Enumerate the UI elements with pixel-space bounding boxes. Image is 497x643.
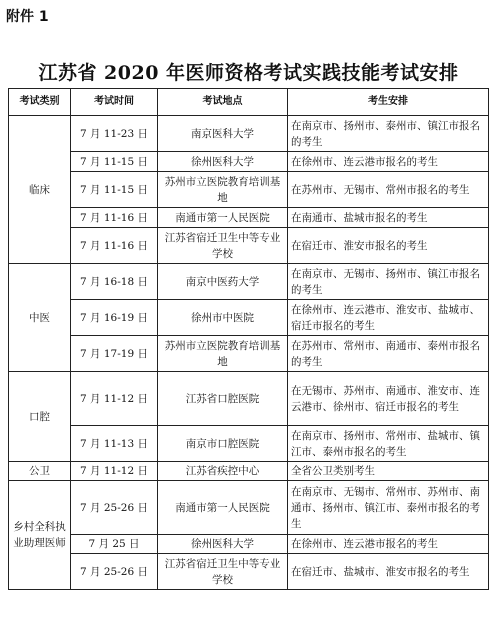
place-cell: 徐州医科大学 [158, 535, 288, 554]
place-cell: 徐州医科大学 [158, 152, 288, 172]
arrangement-cell: 在徐州市、连云港市报名的考生 [288, 152, 489, 172]
arrangement-cell: 在无锡市、苏州市、南通市、淮安市、连云港市、徐州市、宿迁市报名的考生 [288, 372, 489, 426]
place-cell: 徐州市中医院 [158, 300, 288, 336]
time-cell: 7 月 11-12 日 [71, 462, 158, 481]
header-time: 考试时间 [71, 89, 158, 116]
arrangement-cell: 全省公卫类别考生 [288, 462, 489, 481]
table-row [9, 462, 489, 481]
time-cell: 7 月 25-26 日 [71, 554, 158, 590]
exam-schedule-table [8, 88, 489, 590]
time-cell: 7 月 16-18 日 [71, 264, 158, 300]
place-cell: 南通市第一人民医院 [158, 208, 288, 228]
header-category: 考试类别 [9, 89, 71, 116]
table-row [9, 116, 489, 152]
arrangement-cell: 在宿迁市、淮安市报名的考生 [288, 228, 489, 264]
place-cell: 江苏省宿迁卫生中等专业学校 [158, 554, 288, 590]
table-row [9, 228, 489, 264]
table-row [9, 208, 489, 228]
time-cell: 7 月 11-12 日 [71, 372, 158, 426]
category-cell: 中医 [9, 264, 71, 372]
time-cell: 7 月 11-16 日 [71, 208, 158, 228]
table-row [9, 264, 489, 300]
table-row [9, 426, 489, 462]
time-cell: 7 月 11-16 日 [71, 228, 158, 264]
category-cell: 临床 [9, 116, 71, 264]
arrangement-cell: 在苏州市、无锡市、常州市报名的考生 [288, 172, 489, 208]
time-cell: 7 月 11-15 日 [71, 172, 158, 208]
table-row [9, 336, 489, 372]
time-cell: 7 月 25 日 [71, 535, 158, 554]
table-row [9, 372, 489, 426]
time-cell: 7 月 17-19 日 [71, 336, 158, 372]
category-cell: 口腔 [9, 372, 71, 462]
table-row [9, 152, 489, 172]
time-cell: 7 月 11-13 日 [71, 426, 158, 462]
time-cell: 7 月 11-15 日 [71, 152, 158, 172]
place-cell: 江苏省疾控中心 [158, 462, 288, 481]
category-cell: 乡村全科执业助理医师 [9, 481, 71, 590]
attachment-label: 附件 1 [6, 9, 49, 25]
place-cell: 江苏省口腔医院 [158, 372, 288, 426]
category-cell: 公卫 [9, 462, 71, 481]
place-cell: 南京市口腔医院 [158, 426, 288, 462]
arrangement-cell: 在南京市、扬州市、泰州市、镇江市报名的考生 [288, 116, 489, 152]
table-header-row [9, 89, 489, 116]
place-cell: 南通市第一人民医院 [158, 481, 288, 535]
header-arrangement: 考生安排 [288, 89, 489, 116]
arrangement-cell: 在宿迁市、盐城市、淮安市报名的考生 [288, 554, 489, 590]
place-cell: 苏州市立医院教育培训基地 [158, 172, 288, 208]
arrangement-cell: 在徐州市、连云港市报名的考生 [288, 535, 489, 554]
document-title: 江苏省 2020 年医师资格考试实践技能考试安排 [38, 62, 459, 84]
place-cell: 南京中医药大学 [158, 264, 288, 300]
table-row [9, 535, 489, 554]
table-row [9, 172, 489, 208]
time-cell: 7 月 25-26 日 [71, 481, 158, 535]
table-row [9, 554, 489, 590]
arrangement-cell: 在苏州市、常州市、南通市、泰州市报名的考生 [288, 336, 489, 372]
place-cell: 苏州市立医院教育培训基地 [158, 336, 288, 372]
table-row [9, 300, 489, 336]
table-row [9, 481, 489, 535]
time-cell: 7 月 11-23 日 [71, 116, 158, 152]
time-cell: 7 月 16-19 日 [71, 300, 158, 336]
arrangement-cell: 在南京市、无锡市、常州市、苏州市、南通市、扬州市、镇江市、泰州市报名的考生 [288, 481, 489, 535]
place-cell: 南京医科大学 [158, 116, 288, 152]
header-place: 考试地点 [158, 89, 288, 116]
table-body [9, 116, 489, 590]
arrangement-cell: 在南京市、无锡市、扬州市、镇江市报名的考生 [288, 264, 489, 300]
arrangement-cell: 在徐州市、连云港市、淮安市、盐城市、宿迁市报名的考生 [288, 300, 489, 336]
arrangement-cell: 在南京市、扬州市、常州市、盐城市、镇江市、泰州市报名的考生 [288, 426, 489, 462]
arrangement-cell: 在南通市、盐城市报名的考生 [288, 208, 489, 228]
place-cell: 江苏省宿迁卫生中等专业学校 [158, 228, 288, 264]
